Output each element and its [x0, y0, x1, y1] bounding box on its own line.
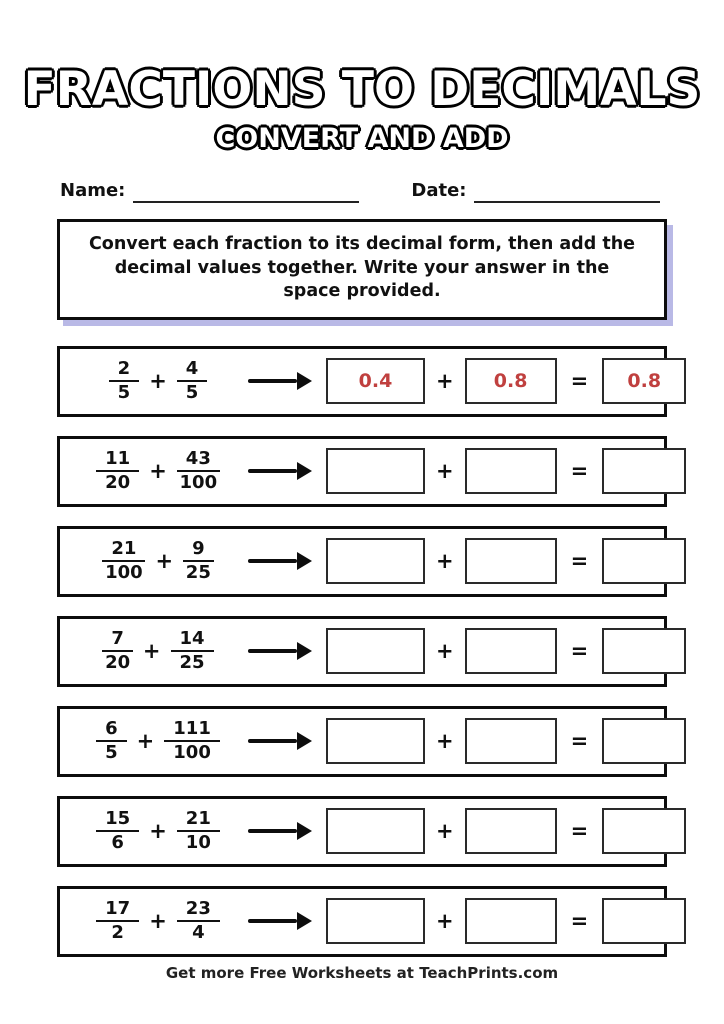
sum-answer-box[interactable]	[602, 808, 686, 854]
plus-sign: +	[436, 459, 454, 484]
plus-sign: +	[149, 369, 167, 394]
problem-row	[57, 796, 667, 867]
fraction-2	[183, 539, 214, 584]
decimal-1-answer-box[interactable]	[326, 628, 425, 674]
arrow-shaft	[248, 559, 297, 563]
arrow-shaft	[248, 919, 297, 923]
right-arrow-icon	[248, 822, 312, 840]
fraction-1-numerator: 11	[96, 449, 139, 473]
arrow-head	[297, 552, 312, 570]
arrow-shaft	[248, 829, 297, 833]
fraction-2-denominator: 100	[173, 742, 211, 764]
equals-sign: =	[570, 909, 589, 934]
arrow-shaft	[248, 379, 297, 383]
arrow-head	[297, 372, 312, 390]
fraction-1	[96, 809, 139, 854]
sum-answer-box[interactable]	[602, 538, 686, 584]
fraction-1-numerator: 2	[109, 359, 140, 383]
problem-row	[57, 706, 667, 777]
arrow-head	[297, 462, 312, 480]
plus-sign: +	[436, 369, 454, 394]
plus-sign: +	[436, 819, 454, 844]
fraction-2-numerator: 9	[183, 539, 214, 563]
page-title: FRACTIONS TO DECIMALS	[23, 62, 701, 117]
arrow-head	[297, 912, 312, 930]
instructions-text: Convert each fraction to its decimal form, then add the decimal values together. Write your answer in the space provided.	[88, 234, 636, 302]
fraction-1-denominator: 5	[117, 382, 131, 404]
equals-sign: =	[570, 639, 589, 664]
sum-answer-box[interactable]	[602, 898, 686, 944]
right-arrow-icon	[248, 642, 312, 660]
right-arrow-icon	[248, 462, 312, 480]
fraction-2-numerator: 4	[177, 359, 208, 383]
fraction-1	[96, 449, 139, 494]
fraction-expression	[74, 629, 242, 674]
fraction-1	[96, 719, 127, 764]
footer-text: Get more Free Worksheets at TeachPrints.com	[165, 964, 559, 982]
decimal-2-answer-box[interactable]	[465, 538, 557, 584]
fraction-1-numerator: 17	[96, 899, 139, 923]
right-arrow-icon	[248, 552, 312, 570]
fraction-expression	[74, 449, 242, 494]
decimal-1-answer-box[interactable]	[326, 808, 425, 854]
equals-sign: =	[570, 729, 589, 754]
decimal-2-answer-box[interactable]	[465, 898, 557, 944]
fraction-1	[96, 899, 139, 944]
fraction-2	[177, 449, 220, 494]
fraction-expression	[74, 359, 242, 404]
fraction-expression	[74, 899, 242, 944]
sum-answer-box[interactable]: 0.8	[602, 358, 686, 404]
fraction-expression	[74, 809, 242, 854]
problem-row	[57, 346, 667, 417]
equals-sign: =	[570, 369, 589, 394]
fraction-2-denominator: 4	[192, 922, 205, 944]
date-label: Date:	[411, 180, 467, 201]
arrow-head	[297, 732, 312, 750]
plus-sign: +	[436, 729, 454, 754]
fraction-2-numerator: 43	[177, 449, 220, 473]
name-date-row	[60, 180, 664, 203]
arrow-head	[297, 822, 312, 840]
decimal-1-answer-box[interactable]	[326, 718, 425, 764]
decimal-2-answer-box[interactable]	[465, 628, 557, 674]
fraction-2	[164, 719, 220, 764]
problem-row	[57, 886, 667, 957]
decimal-2-answer-box[interactable]	[465, 808, 557, 854]
decimal-1-answer-box[interactable]	[326, 538, 425, 584]
plus-sign: +	[436, 639, 454, 664]
right-arrow-icon	[248, 912, 312, 930]
problem-row	[57, 526, 667, 597]
equals-sign: =	[570, 549, 589, 574]
name-field	[60, 180, 359, 203]
decimal-2-answer-box[interactable]: 0.8	[465, 358, 557, 404]
fraction-2-numerator: 21	[177, 809, 220, 833]
fraction-1-denominator: 5	[105, 742, 118, 764]
decimal-1-answer-box[interactable]: 0.4	[326, 358, 425, 404]
arrow-shaft	[248, 469, 297, 473]
arrow-shaft	[248, 739, 297, 743]
date-input-line[interactable]	[474, 183, 660, 203]
decimal-2-answer-box[interactable]	[465, 448, 557, 494]
fraction-1-denominator: 20	[105, 472, 131, 494]
fraction-2-denominator: 10	[185, 832, 211, 854]
name-input-line[interactable]	[133, 183, 359, 203]
fraction-2	[177, 359, 208, 404]
plus-sign: +	[149, 819, 167, 844]
problems-list	[57, 346, 667, 957]
fraction-2	[177, 899, 220, 944]
fraction-1-denominator: 2	[111, 922, 124, 944]
plus-sign: +	[142, 639, 161, 664]
sum-answer-box[interactable]	[602, 718, 686, 764]
date-field	[411, 180, 660, 203]
fraction-1	[102, 629, 133, 674]
arrow-shaft	[248, 649, 297, 653]
fraction-2-denominator: 5	[185, 382, 199, 404]
plus-sign: +	[149, 459, 167, 484]
fraction-2-denominator: 25	[185, 562, 211, 584]
name-label: Name:	[60, 180, 126, 201]
equals-sign: =	[570, 459, 589, 484]
fraction-2	[177, 809, 220, 854]
fraction-1	[109, 359, 140, 404]
plus-sign: +	[436, 549, 454, 574]
right-arrow-icon	[248, 372, 312, 390]
fraction-1-denominator: 100	[105, 562, 143, 584]
fraction-1-numerator: 7	[102, 629, 133, 653]
sum-answer-box[interactable]	[602, 628, 686, 674]
fraction-2-numerator: 23	[177, 899, 220, 923]
fraction-2-denominator: 25	[179, 652, 205, 674]
decimal-1-answer-box[interactable]	[326, 448, 425, 494]
arrow-head	[297, 642, 312, 660]
plus-sign: +	[436, 909, 454, 934]
fraction-expression	[74, 539, 242, 584]
decimal-1-answer-box[interactable]	[326, 898, 425, 944]
fraction-1-denominator: 6	[111, 832, 124, 854]
fraction-2	[171, 629, 214, 674]
fraction-1-numerator: 21	[102, 539, 145, 563]
plus-sign: +	[149, 909, 167, 934]
fraction-1-numerator: 6	[96, 719, 127, 743]
fraction-expression	[74, 719, 242, 764]
page-subtitle: CONVERT AND ADD	[215, 123, 509, 154]
problem-row	[57, 616, 667, 687]
fraction-1-numerator: 15	[96, 809, 139, 833]
right-arrow-icon	[248, 732, 312, 750]
fraction-1	[102, 539, 145, 584]
problem-row	[57, 436, 667, 507]
instructions-box	[57, 219, 667, 320]
fraction-2-numerator: 111	[164, 719, 220, 743]
plus-sign: +	[155, 549, 174, 574]
fraction-2-numerator: 14	[171, 629, 214, 653]
plus-sign: +	[136, 729, 155, 754]
sum-answer-box[interactable]	[602, 448, 686, 494]
decimal-2-answer-box[interactable]	[465, 718, 557, 764]
equals-sign: =	[570, 819, 589, 844]
fraction-1-denominator: 20	[105, 652, 131, 674]
fraction-2-denominator: 100	[179, 472, 218, 494]
